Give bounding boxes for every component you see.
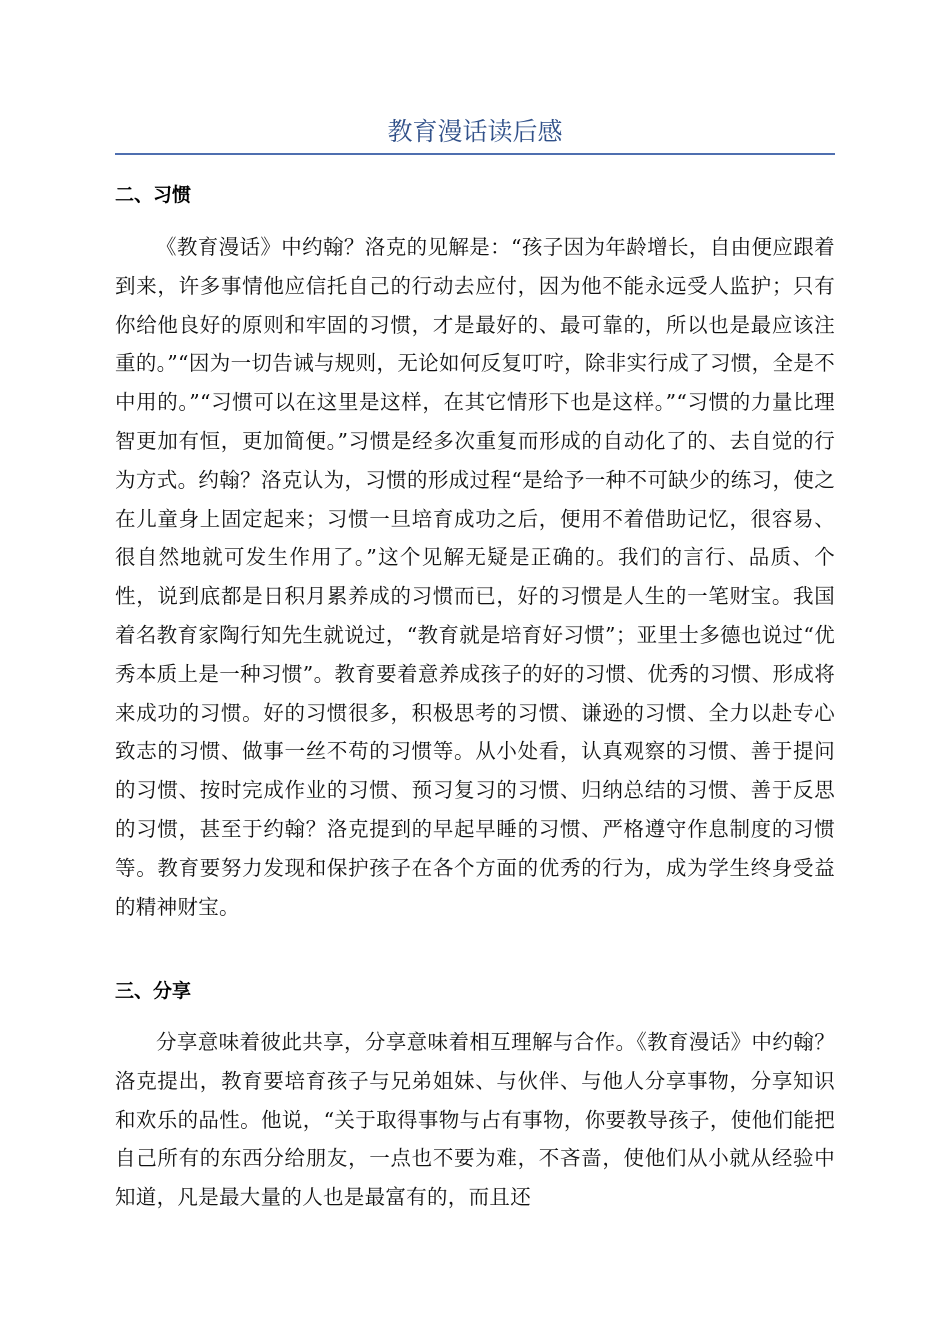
section-heading-habit: 二、习惯 xyxy=(115,184,192,206)
title-underline xyxy=(115,153,835,155)
section-paragraph-habit: 《教育漫话》中约翰？洛克的见解是：“孩子因为年龄增长，自由便应跟着到来，许多事情他应信托自己的行动去应付，因为他不能永远受人监护；只有你给他良好的原则和牢固的习惯，才是最好的、最可靠的，所以也是最应该注重的。”“因为一切告诫与规则，无论如何反复叮咛，除非实行成了习惯，全是不中用的。”“习惯可以在这里是这样，在其它情形下也是这样。”“习惯的力量比理智更加有恒，更加简便。”习惯是经多次重复而形成的自动化了的、去自觉的行为方式。约翰？洛克认为，习惯的形成过程“是给予一种不可缺少的练习，使之在儿童身上固定起来；习惯一旦培育成功之后，便用不着借助记忆，很容易、很自然地就可发生作用了。”这个见解无疑是正确的。我们的言行、品质、个性，说到底都是日积月累养成的习惯而已，好的习惯是人生的一笔财宝。我国着名教育家陶行知先生就说过，“教育就是培育好习惯”；亚里士多德也说过“优秀本质上是一种习惯”。教育要着意养成孩子的好的习惯、优秀的习惯、形成将来成功的习惯。好的习惯很多，积极思考的习惯、谦逊的习惯、全力以赴专心致志的习惯、做事一丝不苟的习惯等。从小处看，认真观察的习惯、善于提问的习惯、按时完成作业的习惯、预习复习的习惯、归纳总结的习惯、善于反思的习惯，甚至于约翰？洛克提到的早起早睡的习惯、严格遵守作息制度的习惯等。教育要努力发现和保护孩子在各个方面的优秀的行为，成为学生终身受益的精神财宝。 xyxy=(115,235,835,919)
section-paragraph-share: 分享意味着彼此共享，分享意味着相互理解与合作。《教育漫话》中约翰？洛克提出，教育要培育孩子与兄弟姐妹、与伙伴、与他人分享事物，分享知识和欢乐的品性。他说，“关于取得事物与占有事物，你要教导孩子，使他们能把自己所有的东西分给朋友，一点也不要为难，不吝啬，使他们从小就从经验中知道，凡是最大量的人也是最富有的，而且还 xyxy=(115,1030,835,1210)
document-title: 教育漫话读后感 xyxy=(387,117,563,146)
section-heading-share: 三、分享 xyxy=(115,980,192,1002)
